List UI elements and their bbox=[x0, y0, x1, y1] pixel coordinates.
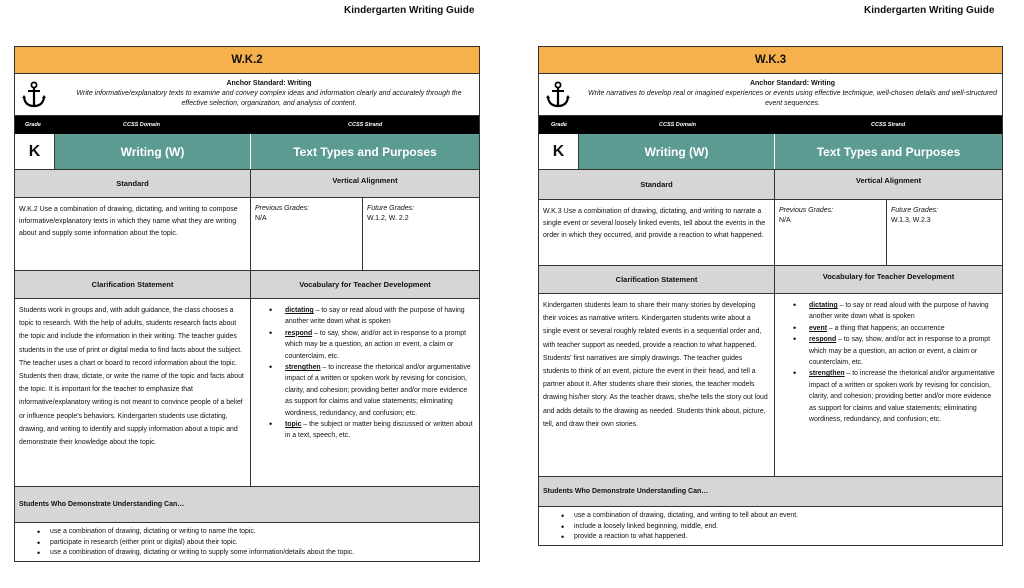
vocab-definition: – to say or read aloud with the purpose of having another write down what is spoken bbox=[285, 307, 465, 326]
clarification-header-row bbox=[539, 266, 1002, 294]
standard-code: W.K.2 bbox=[15, 47, 479, 74]
vocab-item bbox=[255, 305, 473, 328]
domain-value: Writing (W) bbox=[55, 134, 251, 169]
standard-code: W.K.3 bbox=[539, 47, 1002, 74]
clarification-row bbox=[539, 294, 1002, 477]
anchor-standard-text: Write narratives to develop real or imagined experiences or events using effective technique, well-chosen details and well-structured event sequences. bbox=[588, 90, 997, 107]
previous-grades bbox=[251, 198, 363, 270]
vocab-definition: – a thing that happens; an occurrence bbox=[827, 324, 945, 332]
demo-list bbox=[539, 507, 1002, 545]
strand-value: Text Types and Purposes bbox=[251, 134, 479, 169]
label-bar bbox=[539, 116, 1002, 134]
demo-item: • use a combination of drawing, dictating or writing to supply some information/details about the topic. bbox=[15, 548, 479, 559]
previous-grades-label: Previous Grades: bbox=[779, 207, 834, 214]
page-wk2 bbox=[14, 0, 484, 588]
clarification-header-row bbox=[15, 271, 479, 299]
vocab-item bbox=[255, 328, 473, 362]
vocab-list bbox=[251, 299, 479, 486]
standard-text: W.K.2 Use a combination of drawing, dictating, and writing to compose informative/explanatory texts in which they name what they are writing about and supply some information about the topic. bbox=[15, 198, 251, 270]
grade-label: Grade bbox=[551, 122, 567, 128]
vocab-term: dictating bbox=[285, 307, 314, 314]
clarification-header: Clarification Statement bbox=[539, 266, 775, 293]
vocab-item bbox=[255, 419, 473, 442]
vocab-definition: – to increase the rhetorical and/or argumentative impact of a written or spoken work by revising for concision, clarity, and cohesion; providing better and/or more evidence as support for claims and value statements; eliminating wordiness, redundancy, and confusion; etc. bbox=[809, 370, 995, 424]
future-grades bbox=[363, 198, 479, 270]
vocab-list bbox=[775, 294, 1002, 476]
anchor-standard-row bbox=[539, 74, 1002, 116]
grade-domain-row bbox=[539, 134, 1002, 170]
guide-title: Kindergarten Writing Guide bbox=[344, 5, 475, 16]
future-grades-value: W.1.2, W. 2.2 bbox=[367, 215, 409, 222]
standard-text: W.K.3 Use a combination of drawing, dictating, and writing to narrate a single event or several loosely linked events, tell about the events in the order in which they occurred, and provide a reaction to what happened. bbox=[539, 200, 775, 265]
demo-item: • use a combination of drawing, dictating, and writing to tell about an event. bbox=[539, 511, 1002, 522]
vocab-definition: – to say or read aloud with the purpose of having another write down what is spoken bbox=[809, 302, 989, 321]
vocab-item bbox=[779, 323, 996, 334]
demo-list bbox=[15, 523, 479, 561]
vocab-term: event bbox=[809, 324, 828, 332]
anchor-icon bbox=[21, 81, 47, 109]
clarification-header: Clarification Statement bbox=[15, 271, 251, 298]
clarification-text: Students work in groups and, with adult guidance, the class chooses a topic to research. With the help of adults, students research facts about the topic and include the information in their writing. The teacher guides students in the use of print or digital media to find facts about the subject. The teacher uses a chart or board to record information about the topic. Students then draw, dictate, or write the name of the topic and facts about the topic. It is important for the teacher to emphasize that informative/explanatory writing is not meant to convince people of a belief or influence people's behaviors. Kindergarten students use dictating, drawing, and writing to identify and supply information about a topic and demonstrate their knowledge about the topic. bbox=[15, 299, 251, 486]
standard-row bbox=[539, 200, 1002, 266]
vocab-term: strengthen bbox=[285, 364, 321, 372]
demo-item: • use a combination of drawing, dictating or writing to name the topic. bbox=[15, 527, 479, 538]
vocab-term: respond bbox=[285, 329, 313, 337]
standard-header: Standard bbox=[15, 170, 251, 197]
demo-header: Students Who Demonstrate Understanding Can… bbox=[15, 487, 479, 523]
vocab-definition: – to say, show, and/or act in response to a prompt which may be a question, an action or event, a claim or counterclaim, etc. bbox=[809, 336, 991, 367]
vertical-alignment-header: Vertical Alignment bbox=[251, 170, 479, 197]
strand-value: Text Types and Purposes bbox=[775, 134, 1002, 169]
future-grades bbox=[887, 200, 1002, 265]
anchor-standard-row bbox=[15, 74, 479, 116]
page-wk3 bbox=[538, 0, 1008, 588]
anchor-standard-header: Anchor Standard: Writing bbox=[226, 80, 312, 87]
label-bar bbox=[15, 116, 479, 134]
standard-card bbox=[14, 46, 480, 562]
domain-value: Writing (W) bbox=[579, 134, 775, 169]
domain-label: CCSS Domain bbox=[123, 122, 160, 128]
previous-grades bbox=[775, 200, 887, 265]
vocab-item bbox=[779, 368, 996, 425]
vocab-definition: – to say, show, and/or act in response to a prompt which may be a question, an action or event, a claim or counterclaim, etc. bbox=[285, 329, 467, 360]
vocab-term: strengthen bbox=[809, 370, 845, 378]
domain-label: CCSS Domain bbox=[659, 122, 696, 128]
standard-card bbox=[538, 46, 1003, 546]
standard-header-row bbox=[15, 170, 479, 198]
anchor-icon bbox=[545, 81, 571, 109]
strand-label: CCSS Strand bbox=[871, 122, 906, 128]
demo-header: Students Who Demonstrate Understanding Can… bbox=[539, 477, 1002, 507]
vocab-item bbox=[255, 362, 473, 419]
vocab-header: Vocabulary for Teacher Development bbox=[775, 266, 1002, 293]
guide-title: Kindergarten Writing Guide bbox=[864, 5, 995, 16]
strand-label: CCSS Strand bbox=[348, 122, 383, 128]
demo-item: • participate in research (either print or digital) about their topic. bbox=[15, 538, 479, 549]
standard-row bbox=[15, 198, 479, 271]
clarification-row bbox=[15, 299, 479, 487]
grade-domain-row bbox=[15, 134, 479, 170]
standard-header-row bbox=[539, 170, 1002, 200]
vocab-term: respond bbox=[809, 336, 837, 344]
demo-item: • include a loosely linked beginning, middle, end. bbox=[539, 522, 1002, 533]
clarification-text: Kindergarten students learn to share their many stories by developing their voices as narrative writers. Kindergarten students write about a single event or several roughly related events in a sequential order and, with teacher support as needed, provide a reaction to what happened. Students' first narratives are simply drawings. The teacher guides students to think of an event, picture the event in their head, and tell a partner about it. After students share their stories, the teacher models drawing his/her story. As the teacher draws, she/he tells the story out loud and adds details to the drawing as needed. Students think about, picture, tell, and draw their own stories. bbox=[539, 294, 775, 476]
previous-grades-value: N/A bbox=[255, 215, 267, 222]
vocab-term: topic bbox=[285, 421, 302, 429]
previous-grades-label: Previous Grades: bbox=[255, 205, 310, 212]
anchor-standard bbox=[587, 79, 998, 109]
anchor-standard bbox=[63, 79, 475, 109]
future-grades-value: W.1.3, W.2.3 bbox=[891, 217, 931, 224]
grade-label: Grade bbox=[25, 122, 41, 128]
standard-header: Standard bbox=[539, 170, 775, 199]
future-grades-label: Future Grades: bbox=[891, 207, 939, 214]
vocab-header: Vocabulary for Teacher Development bbox=[251, 271, 479, 298]
vocab-item bbox=[779, 334, 996, 368]
vertical-alignment-header: Vertical Alignment bbox=[775, 170, 1002, 199]
vocab-item bbox=[779, 300, 996, 323]
vocab-definition: – to increase the rhetorical and/or argumentative impact of a written or spoken work by revising for concision, clarity, and cohesion; providing better and/or more evidence as support for claims and value statements; eliminating wordiness, redundancy, and confusion; etc. bbox=[285, 364, 471, 417]
vocab-definition: – the subject or matter being discussed or written about in a text, speech, etc. bbox=[285, 421, 473, 440]
vocab-term: dictating bbox=[809, 302, 838, 309]
anchor-standard-header: Anchor Standard: Writing bbox=[749, 80, 836, 87]
grade-value: K bbox=[539, 134, 579, 169]
grade-value: K bbox=[15, 134, 55, 169]
previous-grades-value: N/A bbox=[779, 217, 791, 224]
future-grades-label: Future Grades: bbox=[367, 205, 415, 212]
anchor-standard-text: Write informative/explanatory texts to examine and convey complex ideas and information clearly and accurately through the effective selection, organization, and analysis of content. bbox=[76, 90, 462, 107]
demo-item: • provide a reaction to what happened. bbox=[539, 532, 1002, 543]
